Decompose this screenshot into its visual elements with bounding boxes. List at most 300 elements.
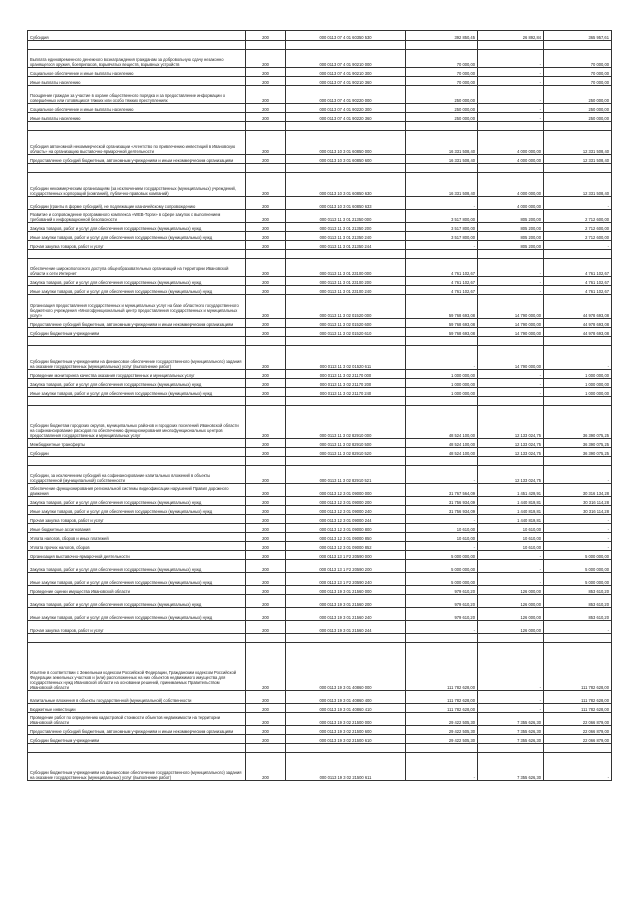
row-code: 200	[246, 753, 286, 781]
row-name: Субсидии	[28, 448, 246, 457]
row-approved: 5 000 000,00	[406, 560, 478, 573]
row-classification: 000 0113 11 3 01 23100 200	[286, 277, 406, 286]
row-executed: 1 451 429,91	[478, 484, 544, 497]
row-code: 200	[246, 388, 286, 397]
row-unexecuted: 853 610,20	[544, 595, 612, 608]
row-name: Проведение мониторинга качества оказания государственных и муниципальных услуг	[28, 370, 246, 379]
row-name: Иные закупки товаров, работ и услуг для обеспечения государственных (муниципальных) нужд	[28, 506, 246, 515]
row-approved	[406, 337, 478, 346]
row-executed	[478, 250, 544, 259]
row-name: Прочая закупка товаров, работ и услуг	[28, 515, 246, 524]
row-executed: 14 790 000,00	[478, 346, 544, 370]
row-unexecuted: 1 000 000,00	[544, 379, 612, 388]
row-classification	[286, 337, 406, 346]
row-executed: 7 355 626,30	[478, 713, 544, 726]
row-executed: -	[478, 560, 544, 573]
row-approved	[406, 634, 478, 643]
row-executed: -	[478, 704, 544, 713]
table-row	[28, 346, 612, 370]
row-code: 200	[246, 524, 286, 533]
row-name	[28, 337, 246, 346]
row-name: Закупка товаров, работ и услуг для обеспечения государственных (муниципальных) нужд	[28, 223, 246, 232]
row-approved: -	[406, 197, 478, 210]
row-executed	[478, 337, 544, 346]
table-row	[28, 735, 612, 744]
row-unexecuted: 5 000 000,00	[544, 560, 612, 573]
row-executed	[478, 744, 544, 753]
row-approved: -	[406, 346, 478, 370]
row-code: 200	[246, 197, 286, 210]
table-row	[28, 50, 612, 68]
row-classification: 000 0113 19 3 02 21500 000	[286, 713, 406, 726]
row-unexecuted: 2 712 600,00	[544, 232, 612, 241]
row-code: 200	[246, 506, 286, 515]
row-classification: 000 0113 11 3 01 21350 200	[286, 223, 406, 232]
row-approved: 29 422 505,30	[406, 735, 478, 744]
row-code: 200	[246, 379, 286, 388]
table-row	[28, 524, 612, 533]
row-unexecuted: -	[544, 515, 612, 524]
table-row	[28, 744, 612, 753]
row-name	[28, 397, 246, 406]
row-approved: 392 850,45	[406, 31, 478, 41]
row-code	[246, 122, 286, 131]
row-unexecuted: 250 000,00	[544, 104, 612, 113]
row-executed: 12 133 024,75	[478, 448, 544, 457]
row-classification: 000 0113 10 3 01 60850 600	[286, 155, 406, 164]
row-code: 200	[246, 515, 286, 524]
row-classification: 000 0113 12 3 01 09000 800	[286, 524, 406, 533]
row-name: Закупка товаров, работ и услуг для обеспечения государственных (муниципальных) нужд	[28, 560, 246, 573]
row-unexecuted: -	[544, 621, 612, 634]
row-executed: -	[478, 286, 544, 295]
row-unexecuted: 2 712 600,00	[544, 223, 612, 232]
row-classification: 000 0113 11 3 02 21170 000	[286, 370, 406, 379]
table-row	[28, 621, 612, 634]
row-unexecuted	[544, 164, 612, 173]
row-executed: -	[478, 573, 544, 586]
row-classification: 000 0113 07 4 01 60350 530	[286, 31, 406, 41]
row-executed: -	[478, 113, 544, 122]
row-code: 200	[246, 104, 286, 113]
row-unexecuted: -	[544, 241, 612, 250]
table-row	[28, 41, 612, 50]
row-name: Субсидия автономной некоммерческой организации «Агентство по привлечению инвестиций в Ивановскую область» на организацию выставочно-ярмарочной деятельности	[28, 131, 246, 155]
row-name	[28, 164, 246, 173]
row-classification: 000 0113 13 1 F2 20590 240	[286, 573, 406, 586]
row-classification: 000 0113 12 3 01 09000 244	[286, 515, 406, 524]
row-code: 200	[246, 223, 286, 232]
row-approved	[406, 41, 478, 50]
row-approved: 979 610,20	[406, 608, 478, 621]
row-classification: 000 0113 19 3 01 40860 000	[286, 643, 406, 691]
row-approved: -	[406, 621, 478, 634]
row-approved: 29 422 505,30	[406, 726, 478, 735]
row-unexecuted: -	[544, 466, 612, 484]
row-name: Проведение оценки имущества Ивановской области	[28, 586, 246, 595]
row-classification: 000 0113 07 4 01 90210 360	[286, 77, 406, 86]
table-row	[28, 241, 612, 250]
row-classification	[286, 122, 406, 131]
row-code	[246, 397, 286, 406]
row-classification: 000 0113 11 3 02 01520 600	[286, 319, 406, 328]
table-row	[28, 484, 612, 497]
row-name: Проведение работ по определению кадастровой стоимости объектов недвижимости на территории Ивановской области	[28, 713, 246, 726]
row-executed	[478, 164, 544, 173]
row-classification: 000 0113 19 3 01 21560 000	[286, 586, 406, 595]
table-row	[28, 31, 612, 41]
row-code: 200	[246, 86, 286, 104]
row-code: 200	[246, 497, 286, 506]
row-name: Иные закупки товаров, работ и услуг для обеспечения государственных (муниципальных) нужд	[28, 286, 246, 295]
table-row	[28, 104, 612, 113]
row-classification: 000 0113 19 3 02 21500 610	[286, 735, 406, 744]
row-approved: -	[406, 241, 478, 250]
row-code	[246, 634, 286, 643]
row-name: Субсидии некоммерческим организациям (за исключением государственных (муниципальных) учреждений, государственных корпораций (компаний), публично-правовых компаний)	[28, 173, 246, 197]
row-approved: 3 517 800,00	[406, 232, 478, 241]
table-row	[28, 560, 612, 573]
table-row	[28, 466, 612, 484]
row-name: Предоставление субсидий бюджетным, автономным учреждениям и иным некоммерческим организациям	[28, 155, 246, 164]
row-classification: 000 0113 11 3 02 82910 521	[286, 466, 406, 484]
row-executed: -	[478, 379, 544, 388]
row-unexecuted	[544, 41, 612, 50]
table-row	[28, 704, 612, 713]
row-unexecuted: 111 782 628,00	[544, 643, 612, 691]
row-name: Субсидии бюджетным учреждениям на финансовое обеспечение государственного (муниципального) задания на оказание государственных (муниципальных) услуг (выполнение работ)	[28, 753, 246, 781]
row-classification: 000 0113 19 3 01 21560 244	[286, 621, 406, 634]
row-classification: 000 0113 11 3 01 21350 240	[286, 232, 406, 241]
row-unexecuted: 36 390 075,25	[544, 448, 612, 457]
row-executed: 126 000,00	[478, 608, 544, 621]
row-approved: 16 331 508,40	[406, 173, 478, 197]
row-approved	[406, 457, 478, 466]
row-executed: 126 000,00	[478, 595, 544, 608]
row-approved: 59 768 693,08	[406, 328, 478, 337]
table-row	[28, 753, 612, 781]
table-row	[28, 286, 612, 295]
table-row	[28, 197, 612, 210]
row-approved: 4 761 102,67	[406, 259, 478, 277]
row-classification: 000 0113 11 3 02 82910 500	[286, 439, 406, 448]
table-row	[28, 533, 612, 542]
row-code: 200	[246, 286, 286, 295]
row-approved: -	[406, 753, 478, 781]
row-approved: 70 000,00	[406, 68, 478, 77]
row-approved: 70 000,00	[406, 50, 478, 68]
row-classification: 000 0113 11 3 02 01520 610	[286, 328, 406, 337]
row-approved: 29 422 505,30	[406, 713, 478, 726]
row-executed: 805 200,00	[478, 210, 544, 223]
table-row	[28, 223, 612, 232]
row-approved: 4 761 102,67	[406, 286, 478, 295]
row-name	[28, 41, 246, 50]
row-classification: 000 0113 11 3 02 21170 240	[286, 388, 406, 397]
row-unexecuted: -	[544, 524, 612, 533]
row-code: 200	[246, 691, 286, 704]
row-unexecuted: -	[544, 753, 612, 781]
row-executed: -	[478, 86, 544, 104]
row-classification	[286, 164, 406, 173]
row-name: Поощрение граждан за участие в охране общественного порядка и за предоставление информации о совершённых или готовящихся тяжких или особо тяжких преступлениях	[28, 86, 246, 104]
row-name: Обеспечение широкополосного доступа общеобразовательных организаций на территории Ивановской области к сети Интернет	[28, 259, 246, 277]
table-row	[28, 515, 612, 524]
row-approved	[406, 122, 478, 131]
table-row	[28, 643, 612, 691]
row-name: Предоставление субсидий бюджетным, автономным учреждениям и иным некоммерческим организациям	[28, 319, 246, 328]
row-code: 200	[246, 704, 286, 713]
row-name: Социальное обеспечение и иные выплаты населению	[28, 68, 246, 77]
row-code: 200	[246, 319, 286, 328]
row-executed: 10 610,00	[478, 524, 544, 533]
row-code: 200	[246, 586, 286, 595]
row-classification: 000 0113 11 3 01 23100 240	[286, 286, 406, 295]
row-unexecuted: 44 978 693,08	[544, 328, 612, 337]
row-classification: 000 0113 11 3 02 82910 000	[286, 406, 406, 439]
row-code: 200	[246, 406, 286, 439]
budget-table	[27, 30, 612, 781]
row-code: 200	[246, 77, 286, 86]
row-approved	[406, 397, 478, 406]
row-unexecuted: 250 000,00	[544, 86, 612, 104]
row-name: Иные закупки товаров, работ и услуг для обеспечения государственных (муниципальных) нужд	[28, 388, 246, 397]
row-code	[246, 164, 286, 173]
row-code: 200	[246, 484, 286, 497]
table-row	[28, 210, 612, 223]
row-unexecuted: 2 712 600,00	[544, 210, 612, 223]
table-row	[28, 370, 612, 379]
row-name	[28, 457, 246, 466]
table-row	[28, 122, 612, 131]
row-classification: 000 0113 07 4 01 90220 000	[286, 86, 406, 104]
row-code	[246, 457, 286, 466]
row-classification: 000 0113 10 3 01 60850 000	[286, 131, 406, 155]
row-classification: 000 0113 12 3 01 09000 000	[286, 484, 406, 497]
table-row	[28, 586, 612, 595]
row-approved: 250 000,00	[406, 104, 478, 113]
row-name: Межбюджетные трансферты	[28, 439, 246, 448]
row-unexecuted: 12 331 508,40	[544, 155, 612, 164]
row-unexecuted	[544, 744, 612, 753]
row-name: Закупка товаров, работ и услуг для обеспечения государственных (муниципальных) нужд	[28, 379, 246, 388]
row-classification: 000 0113 19 3 01 21560 240	[286, 608, 406, 621]
row-approved: 5 000 000,00	[406, 551, 478, 560]
row-classification: 000 0113 19 3 01 40860 400	[286, 691, 406, 704]
row-classification: 000 0113 19 3 01 40860 410	[286, 704, 406, 713]
table-row	[28, 634, 612, 643]
row-name: Закупка товаров, работ и услуг для обеспечения государственных (муниципальных) нужд	[28, 277, 246, 286]
row-name: Субсидия	[28, 31, 246, 41]
row-name: Закупка товаров, работ и услуг для обеспечения государственных (муниципальных) нужд	[28, 497, 246, 506]
row-approved: 48 524 100,00	[406, 439, 478, 448]
row-unexecuted: 853 610,20	[544, 586, 612, 595]
table-row	[28, 173, 612, 197]
table-row	[28, 397, 612, 406]
row-executed: 4 000 000,00	[478, 173, 544, 197]
row-classification: 000 0113 07 4 01 90210 000	[286, 50, 406, 68]
row-executed: -	[478, 643, 544, 691]
row-unexecuted	[544, 337, 612, 346]
row-executed: -	[478, 691, 544, 704]
row-executed: -	[478, 551, 544, 560]
row-unexecuted: 5 000 000,00	[544, 551, 612, 560]
row-classification	[286, 457, 406, 466]
row-approved	[406, 250, 478, 259]
table-row	[28, 608, 612, 621]
row-approved: 16 331 508,40	[406, 131, 478, 155]
row-executed	[478, 41, 544, 50]
row-executed: 126 000,00	[478, 586, 544, 595]
row-name: Субсидии (гранты в форме субсидий), не подлежащие казначейскому сопровождению	[28, 197, 246, 210]
row-name: Изъятие в соответствии с Земельным кодексом Российской Федерации, Гражданским кодексом Российской Федерации земельных участков и (или) расположенных на них объектов недвижимого имущества для государственных нужд Ивановской области на основании решений, принимаемых Правительством Ивановской области	[28, 643, 246, 691]
row-classification	[286, 744, 406, 753]
row-executed: 10 610,00	[478, 542, 544, 551]
table-row	[28, 131, 612, 155]
row-approved: 48 524 100,00	[406, 406, 478, 439]
row-name: Уплата налогов, сборов и иных платежей	[28, 533, 246, 542]
row-classification	[286, 634, 406, 643]
row-code: 200	[246, 573, 286, 586]
row-code: 200	[246, 50, 286, 68]
row-unexecuted: 5 000 000,00	[544, 573, 612, 586]
row-name: Социальное обеспечение и иные выплаты населению	[28, 104, 246, 113]
row-approved: 111 782 628,00	[406, 643, 478, 691]
row-approved: 979 610,20	[406, 595, 478, 608]
row-classification	[286, 250, 406, 259]
table-row	[28, 551, 612, 560]
row-approved: 10 610,00	[406, 533, 478, 542]
row-approved: 31 767 564,09	[406, 484, 478, 497]
row-executed	[478, 122, 544, 131]
row-approved: 250 000,00	[406, 113, 478, 122]
row-name: Иные выплаты населению	[28, 113, 246, 122]
table-row	[28, 497, 612, 506]
row-name	[28, 744, 246, 753]
row-approved: 16 331 508,40	[406, 155, 478, 164]
row-executed: 26 892,84	[478, 31, 544, 41]
row-approved: 1 000 000,00	[406, 370, 478, 379]
row-name: Субсидии бюджетным учреждениям	[28, 328, 246, 337]
row-approved: 10 610,00	[406, 524, 478, 533]
table-row	[28, 337, 612, 346]
row-code	[246, 744, 286, 753]
row-classification: 000 0113 11 3 01 21350 000	[286, 210, 406, 223]
table-row	[28, 113, 612, 122]
row-name: Иные выплаты населению	[28, 77, 246, 86]
row-approved: 1 000 000,00	[406, 379, 478, 388]
table-row	[28, 542, 612, 551]
row-name: Иные закупки товаров, работ и услуг для обеспечения государственных (муниципальных) нужд	[28, 232, 246, 241]
table-row	[28, 439, 612, 448]
row-approved: 59 768 693,08	[406, 319, 478, 328]
row-code: 200	[246, 551, 286, 560]
row-unexecuted: 4 761 102,67	[544, 286, 612, 295]
row-name: Иные бюджетные ассигнования	[28, 524, 246, 533]
row-code: 200	[246, 448, 286, 457]
row-code: 200	[246, 295, 286, 319]
row-approved: 979 610,20	[406, 586, 478, 595]
row-approved: -	[406, 466, 478, 484]
row-classification: 000 0113 07 4 01 90220 360	[286, 113, 406, 122]
row-approved: 1 000 000,00	[406, 388, 478, 397]
row-name: Иные закупки товаров, работ и услуг для обеспечения государственных (муниципальных) нужд	[28, 573, 246, 586]
table-row	[28, 379, 612, 388]
row-executed: 1 440 819,81	[478, 506, 544, 515]
row-code: 200	[246, 621, 286, 634]
row-unexecuted	[544, 250, 612, 259]
row-name: Прочая закупка товаров, работ и услуг	[28, 241, 246, 250]
row-unexecuted: -	[544, 542, 612, 551]
row-executed: 14 790 000,00	[478, 319, 544, 328]
row-executed	[478, 457, 544, 466]
row-classification	[286, 397, 406, 406]
row-classification: 000 0113 11 3 02 01520 611	[286, 346, 406, 370]
row-executed: -	[478, 259, 544, 277]
row-executed	[478, 397, 544, 406]
row-code	[246, 41, 286, 50]
row-classification	[286, 41, 406, 50]
row-executed: 805 200,00	[478, 241, 544, 250]
table-row	[28, 319, 612, 328]
row-approved: -	[406, 542, 478, 551]
row-unexecuted	[544, 122, 612, 131]
row-code: 200	[246, 113, 286, 122]
table-row	[28, 164, 612, 173]
table-row	[28, 388, 612, 397]
row-code	[246, 337, 286, 346]
row-executed: 10 610,00	[478, 533, 544, 542]
table-row	[28, 448, 612, 457]
row-executed: 7 355 626,30	[478, 735, 544, 744]
row-executed: 126 000,00	[478, 621, 544, 634]
row-name: Организация предоставления государственных и муниципальных услуг на базе областного государственного бюджетного учреждения «Многофункциональный центр предоставления государственных и муниципальных услуг»	[28, 295, 246, 319]
row-code: 200	[246, 608, 286, 621]
row-unexecuted	[544, 397, 612, 406]
row-executed: 7 355 626,30	[478, 753, 544, 781]
row-code: 200	[246, 155, 286, 164]
row-executed: 14 790 000,00	[478, 295, 544, 319]
row-unexecuted: 22 066 879,00	[544, 735, 612, 744]
row-name: Субсидии бюджетным учреждениям на финансовое обеспечение государственного (муниципального) задания на оказание государственных (муниципальных) услуг (выполнение работ)	[28, 346, 246, 370]
row-unexecuted: 30 316 134,28	[544, 484, 612, 497]
row-approved: 70 000,00	[406, 77, 478, 86]
row-classification: 000 0113 12 3 01 09000 852	[286, 542, 406, 551]
row-classification: 000 0113 10 3 01 60850 630	[286, 173, 406, 197]
row-code: 200	[246, 31, 286, 41]
row-unexecuted: 111 782 628,00	[544, 691, 612, 704]
row-classification: 000 0113 12 3 01 09000 200	[286, 497, 406, 506]
row-classification: 000 0113 07 4 01 90220 300	[286, 104, 406, 113]
row-approved	[406, 164, 478, 173]
row-classification: 000 0113 11 3 02 21170 200	[286, 379, 406, 388]
row-classification: 000 0113 19 3 02 21500 600	[286, 726, 406, 735]
row-unexecuted: 22 066 879,00	[544, 726, 612, 735]
row-unexecuted: 30 316 114,28	[544, 497, 612, 506]
row-executed: 12 133 024,75	[478, 439, 544, 448]
row-unexecuted: -	[544, 197, 612, 210]
row-code: 200	[246, 259, 286, 277]
row-executed: -	[478, 104, 544, 113]
row-unexecuted: 44 978 693,08	[544, 295, 612, 319]
row-unexecuted: 111 782 628,00	[544, 704, 612, 713]
row-executed: -	[478, 277, 544, 286]
row-code: 200	[246, 726, 286, 735]
row-code: 200	[246, 439, 286, 448]
row-classification: 000 0113 12 3 01 09000 850	[286, 533, 406, 542]
row-classification: 000 0113 11 3 02 01520 000	[286, 295, 406, 319]
row-name	[28, 634, 246, 643]
